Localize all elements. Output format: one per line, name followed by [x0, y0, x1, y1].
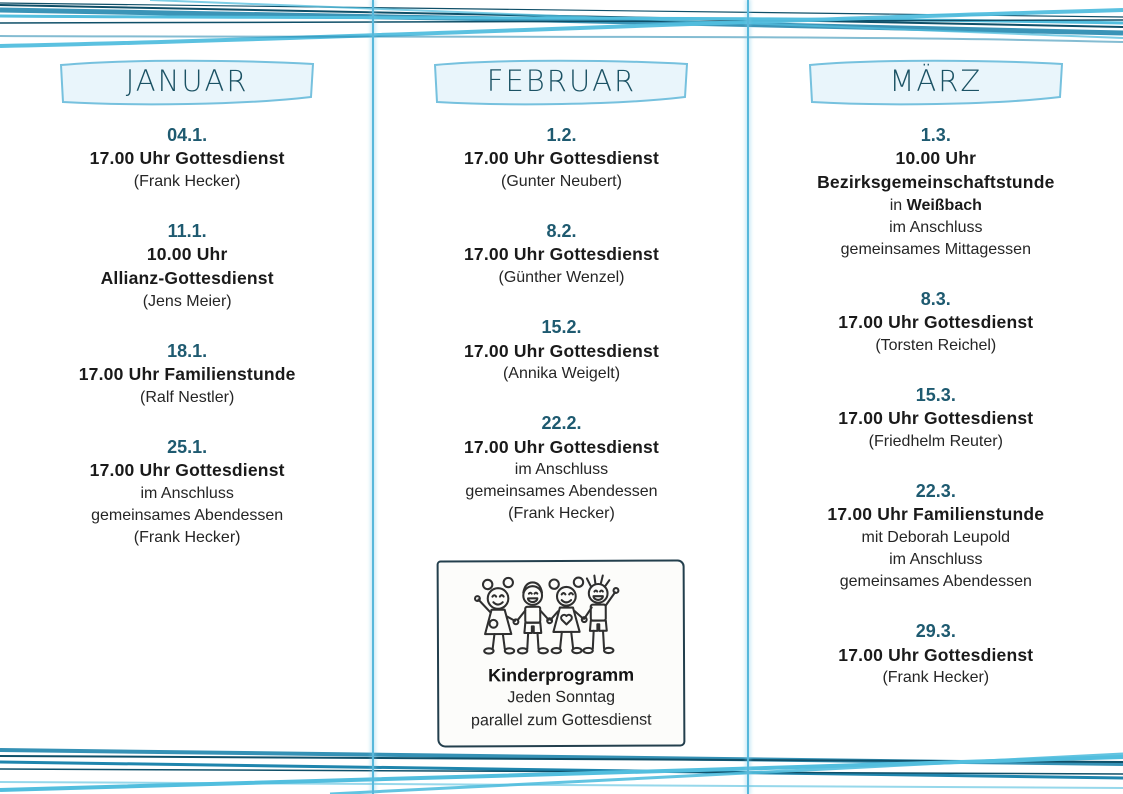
calendar-event [817, 124, 1054, 261]
event-line: 8.3. [920, 288, 951, 309]
event-line: 25.1. [167, 436, 208, 457]
event-line: 17.00 Uhr Gottesdienst [89, 460, 285, 481]
event-line: (Ralf Nestler) [140, 388, 235, 406]
event-line: (Frank Hecker) [508, 505, 615, 523]
event-line [817, 195, 1054, 217]
event-line: 8.2. [546, 221, 577, 242]
month-banner-maerz [807, 56, 1065, 110]
event-line: Allianz-Gottesdienst [100, 268, 274, 289]
event-line: im Anschluss [514, 461, 609, 479]
event-line: 1.3. [920, 125, 951, 145]
month-column-januar [0, 0, 374, 794]
event-line: 18.1. [167, 340, 208, 361]
event-line: 29.3. [915, 621, 956, 642]
month-title: JANUAR [125, 64, 249, 98]
event-line: (Frank Hecker) [133, 529, 241, 547]
event-line: (Frank Hecker) [133, 173, 241, 191]
event-line: Bezirksgemeinschaftstunde [817, 172, 1055, 193]
calendar-event [79, 340, 296, 409]
event-list-februar [464, 110, 659, 526]
event-line: 17.00 Uhr Gottesdienst [463, 436, 659, 457]
event-line-part: in [889, 196, 907, 214]
event-list-januar [79, 110, 296, 549]
kinderprogramm-title: Kinderprogramm [488, 664, 635, 685]
event-line: im Anschluss [140, 484, 234, 502]
event-line: (Torsten Reichel) [875, 336, 997, 354]
event-line: 1.2. [546, 125, 577, 145]
event-line: gemeinsames Mittagessen [840, 240, 1031, 258]
event-line: (Gunter Neubert) [501, 173, 622, 191]
event-line: 22.2. [541, 413, 582, 434]
event-line: 15.3. [915, 384, 956, 405]
children-illustration [467, 571, 655, 660]
calendar-event [838, 620, 1033, 689]
calendar-event [464, 220, 659, 289]
calendar-event [464, 412, 659, 525]
event-line: 17.00 Uhr Gottesdienst [89, 148, 285, 169]
month-banner-januar [58, 56, 316, 110]
event-line: gemeinsames Abendessen [839, 573, 1032, 591]
event-line: (Friedhelm Reuter) [868, 432, 1003, 450]
event-line: 15.2. [541, 317, 582, 338]
event-line: 17.00 Uhr Gottesdienst [838, 408, 1034, 429]
event-line: 17.00 Uhr Familienstunde [827, 504, 1045, 525]
calendar-event [90, 436, 285, 549]
calendar-event [464, 316, 659, 385]
event-line: (Jens Meier) [142, 292, 232, 310]
event-line: 10.00 Uhr [895, 148, 977, 169]
kinderprogramm-line: Jeden Sonntag [507, 688, 616, 707]
event-line: (Frank Hecker) [882, 669, 990, 687]
event-line: mit Deborah Leupold [861, 529, 1011, 547]
event-line: gemeinsames Abendessen [465, 483, 658, 501]
event-line: im Anschluss [889, 551, 983, 569]
event-line: 17.00 Uhr Gottesdienst [463, 244, 659, 265]
calendar-event [101, 220, 274, 313]
month-column-februar [374, 0, 748, 794]
event-line-part: Weißbach [906, 196, 982, 214]
event-line: 17.00 Uhr Gottesdienst [463, 148, 659, 169]
event-line: 10.00 Uhr [146, 244, 228, 265]
event-line: im Anschluss [889, 218, 983, 236]
event-line: 17.00 Uhr Gottesdienst [838, 644, 1034, 665]
event-line: 17.00 Uhr Gottesdienst [463, 340, 659, 361]
event-line: 11.1. [167, 221, 207, 242]
kinderprogramm-box [437, 559, 686, 747]
event-list-maerz [817, 110, 1054, 689]
calendar-event [838, 288, 1033, 357]
calendar-event [464, 124, 659, 193]
event-line: (Günther Wenzel) [498, 269, 625, 287]
month-column-maerz [749, 0, 1123, 794]
calendar-event [827, 480, 1044, 593]
calendar-event [838, 384, 1033, 453]
event-line: (Annika Weigelt) [502, 365, 621, 383]
kinderprogramm-line: parallel zum Gottesdienst [471, 710, 653, 729]
event-line: 17.00 Uhr Gottesdienst [838, 312, 1034, 333]
month-title: MÄRZ [889, 64, 983, 98]
event-line: gemeinsames Abendessen [91, 507, 284, 524]
event-line: 04.1. [167, 125, 208, 145]
event-line: 17.00 Uhr Familienstunde [78, 364, 296, 385]
month-banner-februar [432, 56, 690, 110]
event-line: 22.3. [915, 481, 956, 502]
calendar-event [90, 124, 285, 193]
month-title: FEBRUAR [486, 64, 637, 98]
